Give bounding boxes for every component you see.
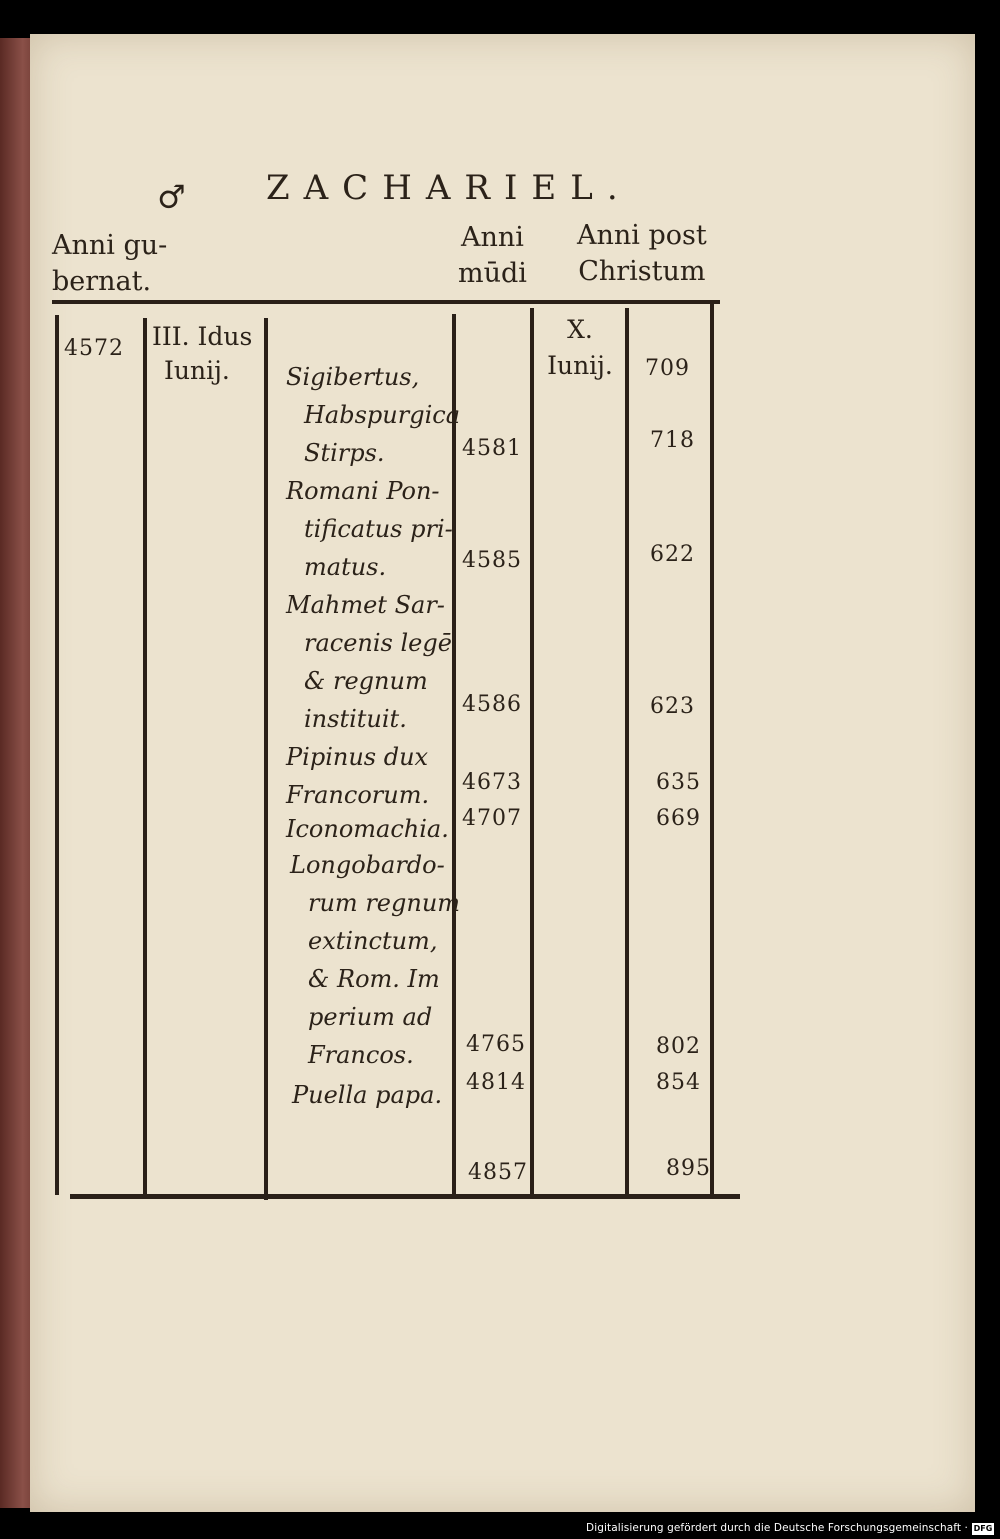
post-year: 622 [650, 542, 695, 567]
event-line: extinctum, [308, 927, 438, 955]
post-year: 623 [650, 694, 695, 719]
event-line: Sigibertus, [286, 363, 420, 391]
table-bottom-rule [70, 1194, 740, 1199]
post-year: 669 [656, 806, 701, 831]
event-line: racenis legē [304, 629, 452, 657]
date-line: X. [567, 315, 593, 344]
column-header-post [577, 218, 707, 290]
event-line: Iconomachia. [286, 815, 449, 843]
event-lines [286, 810, 449, 848]
event-line: matus. [304, 553, 387, 581]
event-lines [286, 586, 452, 738]
column-header-gubernat [52, 228, 167, 300]
event-line: Pipinus dux [286, 743, 429, 771]
column-header-line: mūdi [458, 258, 527, 289]
event-line: tificatus pri- [304, 515, 453, 543]
event-line: Habspurgica [304, 401, 460, 429]
mars-symbol: ♂ [157, 178, 186, 216]
mundi-year: 4765 [466, 1032, 526, 1057]
event-lines [286, 472, 453, 586]
event-lines [290, 846, 460, 1074]
event-line: Francos. [308, 1041, 414, 1069]
event-lines [286, 738, 429, 814]
column-header-line: Anni post [577, 220, 707, 251]
event-lines [292, 1076, 442, 1114]
date2-cell [540, 312, 620, 384]
post-year: 635 [656, 770, 701, 795]
event-line: rum regnum [308, 889, 461, 917]
date-line: Iunij. [164, 356, 230, 385]
date-line: Iunij. [547, 351, 613, 380]
event-line: perium ad [308, 1003, 433, 1031]
event-line: & Rom. Im [308, 965, 440, 993]
post-year: 854 [656, 1070, 701, 1095]
post-year: 718 [650, 428, 695, 453]
event-lines [286, 358, 460, 472]
mundi-year: 4585 [462, 548, 522, 573]
gubernat-year: 4572 [64, 336, 124, 361]
table-top-rule [52, 300, 720, 304]
footer-bar [0, 1520, 1000, 1539]
column-rule [143, 318, 147, 1198]
mundi-year: 4814 [466, 1070, 526, 1095]
column-header-line: Christum [578, 256, 706, 287]
event-line: Romani Pon- [286, 477, 440, 505]
post-year: 895 [666, 1156, 711, 1181]
column-rule [710, 304, 714, 1194]
event-line: Francorum. [286, 781, 430, 809]
event-line: instituit. [304, 705, 407, 733]
event-line: Stirps. [304, 439, 385, 467]
event-line: Longobardo- [290, 851, 445, 879]
event-line: & regnum [304, 667, 428, 695]
post-year: 709 [645, 356, 690, 381]
event-line: Mahmet Sar- [286, 591, 445, 619]
post-year: 802 [656, 1034, 701, 1059]
mundi-year: 4581 [462, 436, 522, 461]
mundi-year: 4673 [462, 770, 522, 795]
column-rule [530, 308, 534, 1198]
column-rule [625, 308, 629, 1198]
column-rule [55, 315, 59, 1195]
column-header-line: Anni [461, 222, 524, 253]
running-title: ZACHARIEL. [266, 168, 632, 208]
column-rule [264, 318, 268, 1200]
column-header-mundi [458, 220, 527, 292]
date-line: III. Idus [152, 322, 253, 351]
column-header-line: Anni gu- [52, 230, 168, 261]
date-cell [152, 320, 252, 388]
event-line: Puella papa. [292, 1081, 443, 1109]
column-header-line: bernat. [52, 266, 152, 297]
mundi-year: 4586 [462, 692, 522, 717]
mundi-year: 4707 [462, 806, 522, 831]
dfg-logo: DFG [973, 1524, 993, 1533]
mundi-year: 4857 [468, 1160, 528, 1185]
footer-credit: Digitalisierung gefördert durch die Deutsche Forschungsgemeinschaft · [586, 1522, 968, 1534]
